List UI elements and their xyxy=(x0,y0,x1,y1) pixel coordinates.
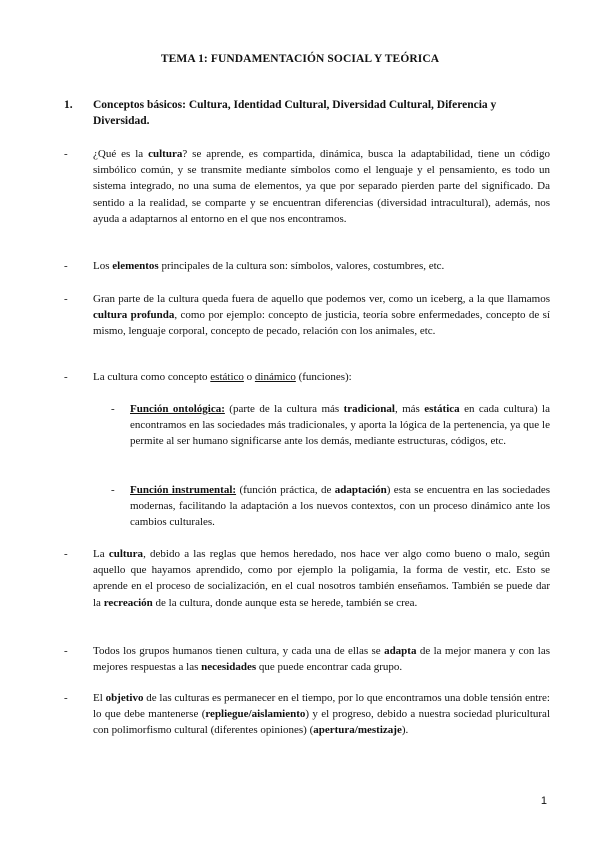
section-number: 1. xyxy=(64,99,73,111)
list-item-elementos xyxy=(64,258,550,274)
bullet-dash: - xyxy=(64,293,68,305)
bullet-dash: - xyxy=(64,645,68,657)
bullet-dash: - xyxy=(111,484,115,496)
paragraph: La cultura, debido a las reglas que hemos heredado, nos hace ver algo como bueno o malo, según aquello que hayamos aprendido, como por ejemplo la poligamia, la forma de vestir, etc. Esto se aprende en el proceso de socialización, en el cual nosotros también enseñamos. También se puede dar la recreación de la cultura, donde aunque esta se herede, también se crea. xyxy=(93,548,550,609)
paragraph: Los elementos principales de la cultura son: símbolos, valores, costumbres, etc. xyxy=(93,260,445,272)
list-item-cultura xyxy=(64,146,550,227)
paragraph: ¿Qué es la cultura? se aprende, es compartida, dinámica, busca la adaptabilidad, tiene un código simbólico común, y se transmite mediante símbolos como el lenguaje y el pensamiento, es todo un sistema integrado, no una suma de elementos, ya que por separado pierden parte del significado. Da sentido a la realidad, se comparte y se encuentran diferencias (diversidad intracultural), además, nos ayuda a adaptarnos al entorno en el que nos encontramos. xyxy=(93,148,551,225)
paragraph: Función ontológica: (parte de la cultura más tradicional, más estática en cada cultura) la encontramos en las sociedades más tradicionales, y aporta la lógica de la pertenencia, ya que le permite al ser humano significarse ante los demás, mediante estructuras, códigos, etc. xyxy=(130,403,550,448)
bullet-dash: - xyxy=(64,148,68,160)
section-title: Conceptos básicos: Cultura, Identidad Cultural, Diversidad Cultural, Diferencia y Diversidad. xyxy=(93,99,497,127)
bullet-dash: - xyxy=(64,371,68,383)
list-item-cultura-profunda xyxy=(64,291,550,340)
list-item-recreacion xyxy=(64,546,550,611)
bullet-dash: - xyxy=(64,548,68,560)
list-item-funciones xyxy=(64,369,550,385)
paragraph: Gran parte de la cultura queda fuera de aquello que podemos ver, como un iceberg, a la que llamamos cultura profunda, como por ejemplo: concepto de justicia, teoría sobre enfermedades, concepto de sí mismo, lenguaje corporal, concepto de pecado, relación con los animales, etc. xyxy=(93,293,550,338)
page-number: 1 xyxy=(540,795,547,807)
list-item-objetivo xyxy=(64,690,550,739)
bullet-dash: - xyxy=(64,260,68,272)
sublist-item-instrumental xyxy=(111,482,550,531)
paragraph: La cultura como concepto estático o dinámico (funciones): xyxy=(93,371,352,383)
paragraph: Todos los grupos humanos tienen cultura, y cada una de ellas se adapta de la mejor manera y con las mejores respuestas a las necesidades que puede encontrar cada grupo. xyxy=(93,645,550,674)
section-heading xyxy=(64,97,534,129)
bullet-dash: - xyxy=(111,403,115,415)
paragraph: El objetivo de las culturas es permanecer en el tiempo, por lo que encontramos una doble tensión entre: lo que debe mantenerse (repliegue/aislamiento) y el progreso, debido a nuestra sociedad pluricultural con polimorfismo cultural (diferentes opiniones) (apertura/mestizaje). xyxy=(93,692,550,737)
list-item-adaptacion xyxy=(64,643,550,675)
page-title: TEMA 1: FUNDAMENTACIÓN SOCIAL Y TEÓRICA xyxy=(160,53,440,65)
paragraph: Función instrumental: (función práctica, de adaptación) esta se encuentra en las sociedades modernas, facilitando la adaptación a los nuevos contextos, con un proceso dinámico ante los cambios culturales. xyxy=(130,484,550,529)
sublist-item-ontologica xyxy=(111,401,550,450)
bullet-dash: - xyxy=(64,692,68,704)
